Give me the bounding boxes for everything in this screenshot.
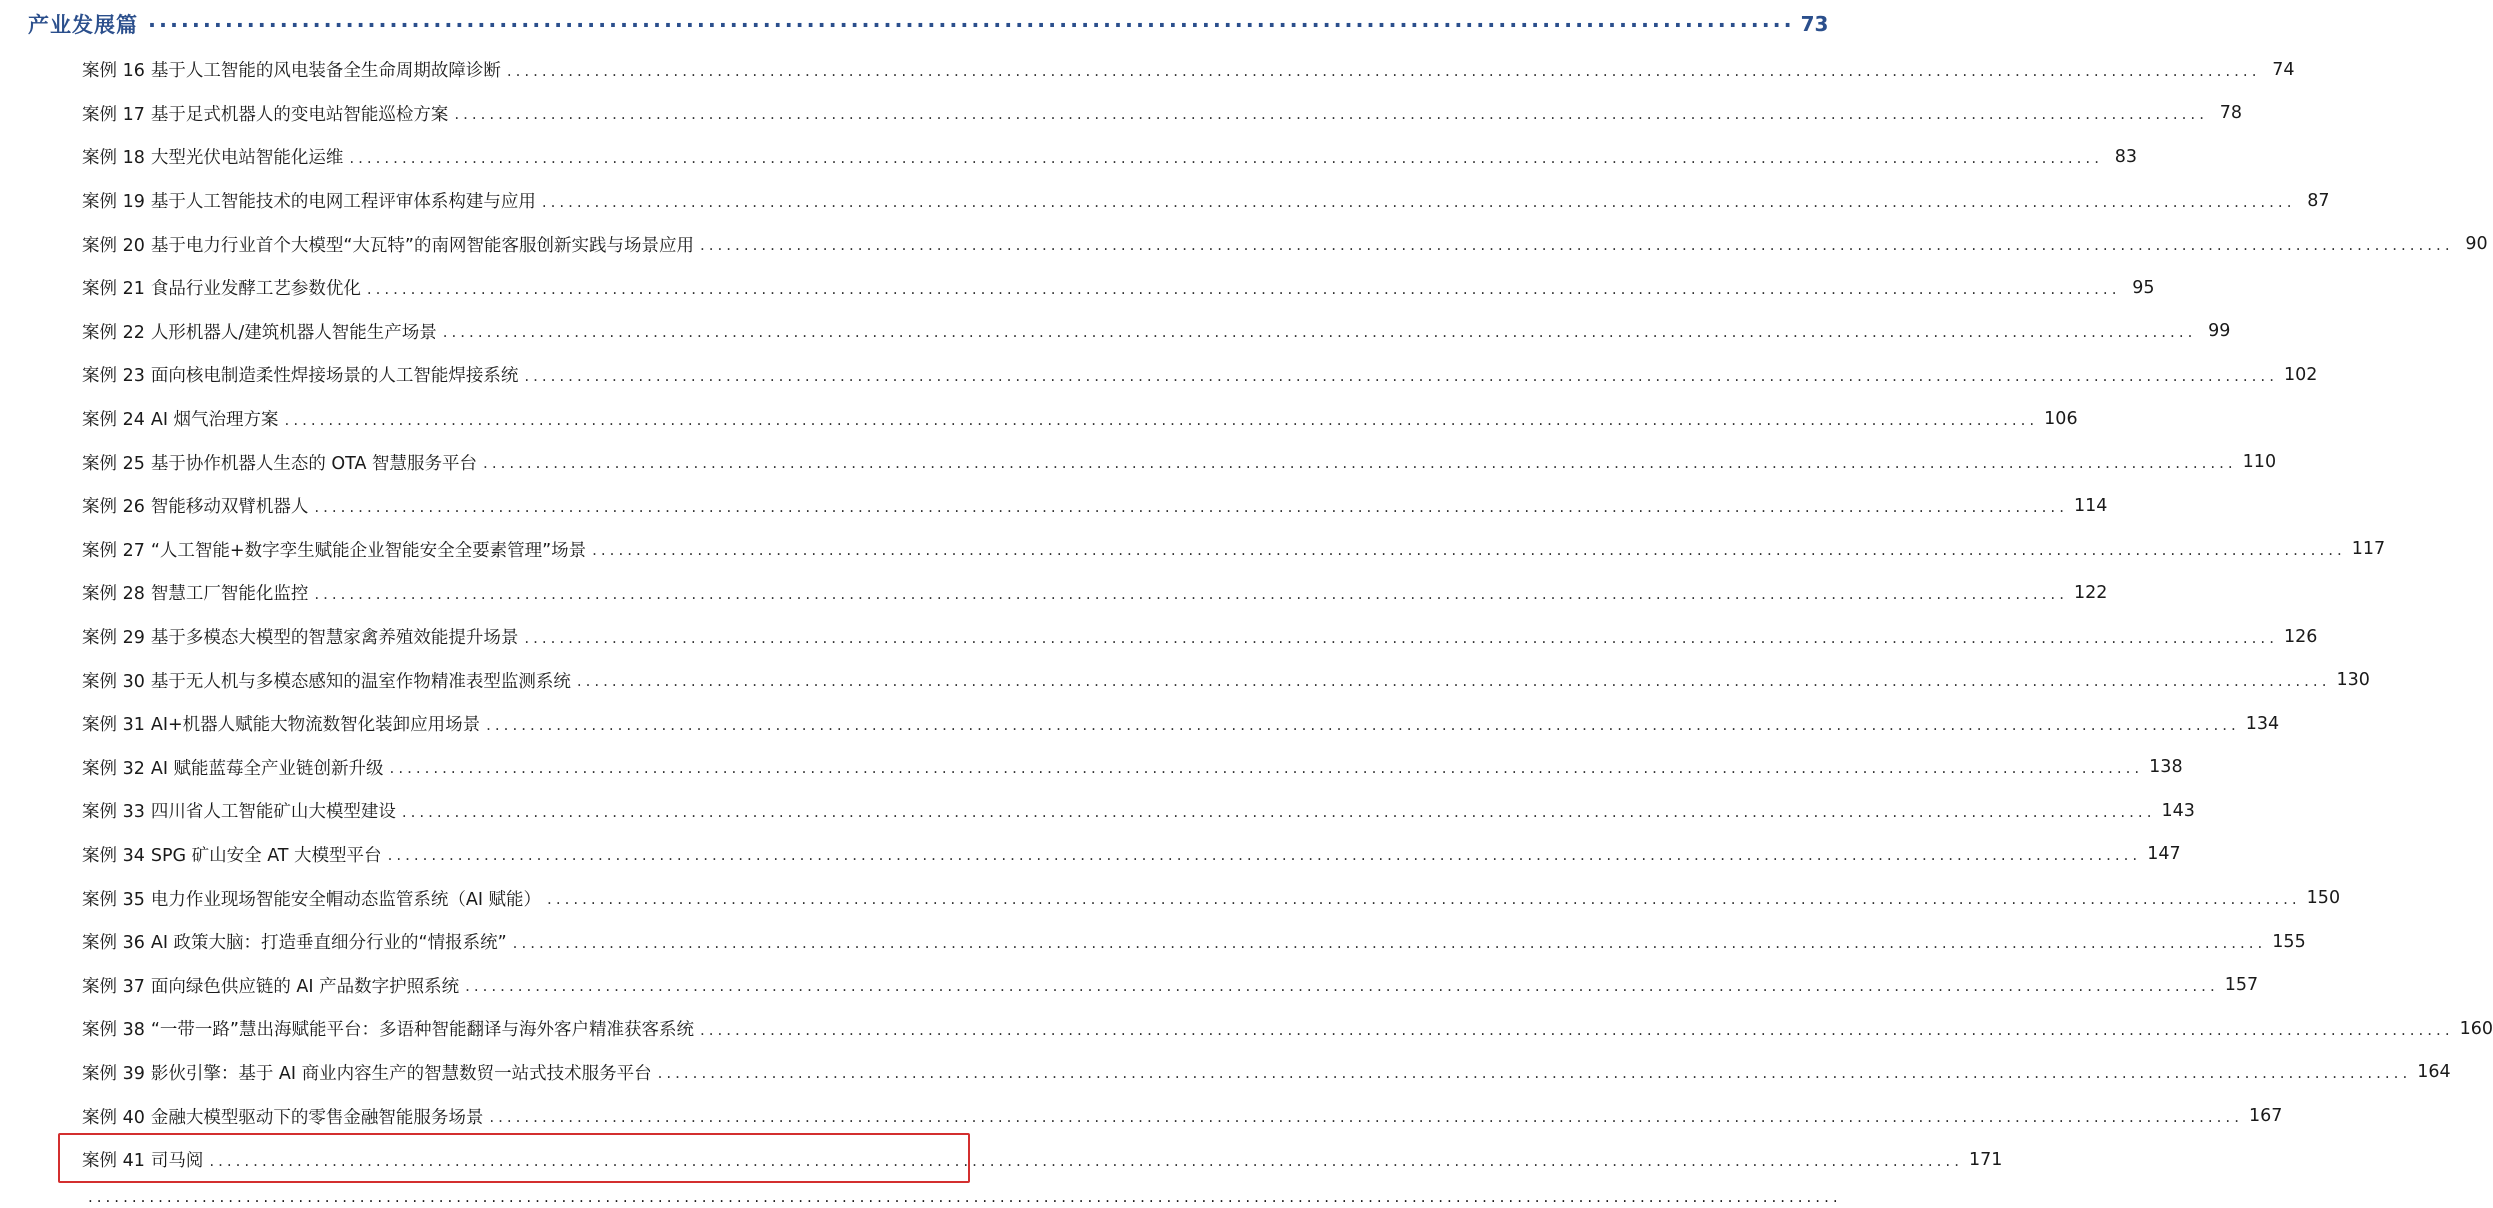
toc-entry[interactable] [82, 48, 2295, 92]
page-number: 102 [2283, 364, 2318, 385]
case-number: 案例 18 [82, 148, 145, 169]
entry-label [82, 668, 571, 693]
page-number: 164 [2417, 1062, 2451, 1083]
entry-label [82, 450, 477, 475]
leader-dots: ........................................................................................................................................................................................................ [314, 584, 2068, 603]
entry-label [82, 101, 448, 126]
case-title: SPG 矿山安全 AT 大模型平台 [150, 845, 382, 866]
entry-label [82, 711, 480, 736]
page-number: 143 [2161, 800, 2195, 821]
entry-label [82, 188, 536, 213]
case-number: 案例 17 [82, 104, 145, 125]
case-title: 基于人工智能的风电装备全生命周期故障诊断 [150, 61, 501, 82]
page-number: 157 [2224, 975, 2259, 996]
case-title: 基于足式机器人的变电站智能巡检方案 [150, 104, 449, 125]
case-number: 案例 21 [82, 279, 145, 300]
page-number: 134 [2245, 713, 2280, 734]
toc-entry[interactable] [82, 179, 2330, 223]
page-number: 155 [2272, 931, 2306, 952]
leader-dots: ........................................................................................................................................................................................................ [657, 1064, 2412, 1083]
entry-label [82, 580, 308, 605]
leader-dots: ........................................................................................................................................................................................................ [512, 933, 2267, 952]
toc-entry[interactable] [82, 876, 2341, 920]
entry-label [82, 144, 343, 169]
case-title: AI+机器人赋能大物流数智化装卸应用场景 [150, 715, 481, 736]
case-number: 案例 39 [82, 1063, 145, 1084]
entry-label [82, 493, 308, 518]
page-number: 90 [2465, 234, 2488, 255]
section-page-number: 73 [1800, 12, 1829, 36]
case-number: 案例 32 [82, 758, 145, 779]
case-title: 食品行业发酵工艺参数优化 [150, 279, 361, 300]
section-heading[interactable] [28, 8, 1829, 40]
entry-label [82, 275, 361, 300]
toc-entry[interactable] [82, 571, 2108, 615]
case-title: “人工智能+数字孪生赋能企业智能安全全要素管理”场景 [150, 540, 587, 561]
toc-entry[interactable] [82, 310, 2231, 354]
toc-entry[interactable] [82, 1007, 2493, 1051]
case-number: 案例 23 [82, 366, 145, 387]
entry-label [82, 929, 507, 954]
toc-entry[interactable] [82, 266, 2155, 310]
case-title: 司马阅 [150, 1151, 204, 1172]
toc-entry[interactable] [82, 92, 2242, 136]
entry-label [82, 755, 384, 780]
leader-dots: ........................................................................................................................................................................................................ [699, 236, 2454, 255]
entry-label [82, 362, 518, 387]
case-title: 基于多模态大模型的智慧家禽养殖效能提升场景 [150, 628, 519, 649]
case-number: 案例 27 [82, 540, 145, 561]
case-title: 电力作业现场智能安全帽动态监管系统（AI 赋能） [150, 889, 542, 910]
entry-label [82, 537, 586, 562]
section-title: 产业发展篇 [28, 13, 138, 37]
leader-dots: ........................................................................................................................................................................................................ [486, 715, 2240, 734]
leader-dots: ........................................................................................................................................................................................................ [699, 1020, 2454, 1039]
case-number: 案例 37 [82, 976, 145, 997]
page-number: 126 [2283, 626, 2318, 647]
toc-entry[interactable] [82, 1051, 2451, 1095]
case-title: 面向绿色供应链的 AI 产品数字护照系统 [150, 976, 460, 997]
leader-dots: ........................................................................................................................................................................................................ [284, 410, 2039, 429]
case-number: 案例 16 [82, 61, 145, 82]
case-title: AI 赋能蓝莓全产业链创新升级 [150, 758, 384, 779]
case-title: AI 烟气治理方案 [150, 410, 279, 431]
toc-entry[interactable] [82, 963, 2259, 1007]
leader-dots: ...................................................................................................................................................... [148, 8, 1795, 32]
page-number: 95 [2132, 277, 2155, 298]
case-number: 案例 29 [82, 628, 145, 649]
entry-label [82, 319, 437, 344]
case-title: 面向核电制造柔性焊接场景的人工智能焊接系统 [150, 366, 519, 387]
page-number: 114 [2073, 495, 2108, 516]
leader-dots: ........................................................................................................................................................................................................ [366, 279, 2121, 298]
page-number: 138 [2149, 757, 2183, 778]
toc-entry[interactable] [82, 920, 2306, 964]
case-title: 人形机器人/建筑机器人智能生产场景 [150, 322, 437, 343]
leader-dots: ........................................................................................................................................................................................................ [541, 192, 2296, 211]
page-number: 150 [2306, 888, 2341, 909]
case-number: 案例 36 [82, 933, 145, 954]
toc-entry[interactable] [82, 440, 2277, 484]
case-number: 案例 41 [82, 1151, 145, 1172]
toc-entry-list [82, 48, 2493, 1181]
toc-entry[interactable] [82, 353, 2318, 397]
leader-dots: ........................................................................................................................................................................................................ [442, 323, 2197, 342]
page-number: 160 [2459, 1018, 2493, 1039]
case-title: “一带一路”慧出海赋能平台：多语种智能翻译与海外客户精准获客系统 [150, 1020, 694, 1041]
entry-label [82, 406, 279, 431]
case-number: 案例 25 [82, 453, 145, 474]
case-title: 大型光伏电站智能化运维 [150, 148, 344, 169]
page-number: 122 [2073, 582, 2108, 603]
highlight-box [58, 1133, 970, 1183]
page-number: 117 [2351, 539, 2386, 560]
toc-entry[interactable] [82, 397, 2078, 441]
case-number: 案例 28 [82, 584, 145, 605]
leader-dots: ........................................................................................................................................................................................................ [401, 802, 2156, 821]
toc-entry-partial [82, 1188, 1842, 1208]
case-number: 案例 22 [82, 322, 145, 343]
leader-dots: ........................................................................................................................................................................................................ [547, 890, 2301, 909]
page-number: 147 [2147, 844, 2181, 865]
case-number: 案例 24 [82, 410, 145, 431]
case-title: 智慧工厂智能化监控 [150, 584, 309, 605]
leader-dots: ........................................................................................................................................................................................................ [349, 148, 2103, 167]
case-number: 案例 34 [82, 845, 145, 866]
case-title: 基于电力行业首个大模型“大瓦特”的南网智能客服创新实践与场景应用 [150, 235, 694, 256]
page-number: 78 [2219, 103, 2242, 124]
leader-dots: ........................................................................................................................................................................................................ [592, 541, 2346, 560]
leader-dots: ........................................................................................................................................................................................................ [506, 61, 2261, 80]
case-title: 四川省人工智能矿山大模型建设 [150, 802, 396, 823]
case-number: 案例 40 [82, 1107, 145, 1128]
toc-entry[interactable] [82, 222, 2488, 266]
entry-label [82, 798, 396, 823]
entry-label [82, 1016, 694, 1041]
case-number: 案例 38 [82, 1020, 145, 1041]
page-number: 171 [1968, 1149, 2003, 1170]
entry-label [82, 624, 518, 649]
case-title: 基于无人机与多模态感知的温室作物精准表型监测系统 [150, 671, 571, 692]
entry-label [82, 886, 541, 911]
toc-entry[interactable] [82, 528, 2386, 572]
entry-label [82, 57, 501, 82]
toc-entry[interactable] [82, 1094, 2283, 1138]
case-number: 案例 20 [82, 235, 145, 256]
case-number: 案例 35 [82, 889, 145, 910]
toc-entry[interactable] [82, 615, 2318, 659]
toc-entry[interactable] [82, 702, 2280, 746]
case-title: 金融大模型驱动下的零售金融智能服务场景 [150, 1107, 484, 1128]
toc-entry[interactable] [82, 484, 2108, 528]
case-title: 基于协作机器人生态的 OTA 智慧服务平台 [150, 453, 478, 474]
leader-dots: ........................................................................................................................................................................................................ [489, 1108, 2243, 1127]
leader-dots: ........................................................................................................................................................................................................ [387, 846, 2142, 865]
leader-dots: ........................................................................................................................................................................................................ [576, 672, 2331, 691]
leader-dots: ........................................................................................................................................................................................................ [465, 977, 2219, 996]
leader-dots: ........................................................................................................................................................................................................ [524, 366, 2278, 385]
case-number: 案例 31 [82, 715, 145, 736]
entry-label [82, 973, 459, 998]
page-number: 87 [2307, 190, 2330, 211]
leader-dots: ........................................................................................................................................................................................................ [314, 497, 2068, 516]
entry-label [82, 1104, 483, 1129]
case-title: 影伙引擎：基于 AI 商业内容生产的智慧数贸一站式技术服务平台 [150, 1063, 652, 1084]
page-number: 74 [2272, 59, 2295, 80]
case-title: AI 政策大脑：打造垂直细分行业的“情报系统” [150, 933, 507, 954]
leader-dots: ........................................................................................................................................................................................................ [483, 454, 2237, 473]
leader-dots: ........................................................................................................................................................................................................ [88, 1188, 1842, 1206]
leader-dots: ........................................................................................................................................................................................................ [454, 105, 2208, 124]
entry-label [82, 232, 694, 257]
leader-dots: ........................................................................................................................................................................................................ [524, 628, 2278, 647]
case-number: 案例 33 [82, 802, 145, 823]
page-number: 130 [2336, 670, 2370, 691]
case-number: 案例 26 [82, 497, 145, 518]
page-number: 106 [2044, 408, 2078, 429]
toc-entry[interactable] [82, 789, 2195, 833]
toc-entry[interactable] [82, 833, 2181, 877]
leader-dots: ........................................................................................................................................................................................................ [209, 1151, 1963, 1170]
toc-entry[interactable] [82, 658, 2370, 702]
page-number: 83 [2114, 146, 2137, 167]
page-number: 99 [2208, 321, 2231, 342]
entry-label [82, 842, 382, 867]
case-title: 基于人工智能技术的电网工程评审体系构建与应用 [150, 192, 536, 213]
leader-dots: ........................................................................................................................................................................................................ [389, 759, 2144, 778]
entry-label [82, 1060, 652, 1085]
toc-entry[interactable] [82, 135, 2137, 179]
case-number: 案例 19 [82, 192, 145, 213]
page-number: 167 [2248, 1106, 2283, 1127]
case-title: 智能移动双臂机器人 [150, 497, 309, 518]
toc-entry[interactable] [82, 746, 2183, 790]
case-number: 案例 30 [82, 671, 145, 692]
page-number: 110 [2242, 452, 2277, 473]
